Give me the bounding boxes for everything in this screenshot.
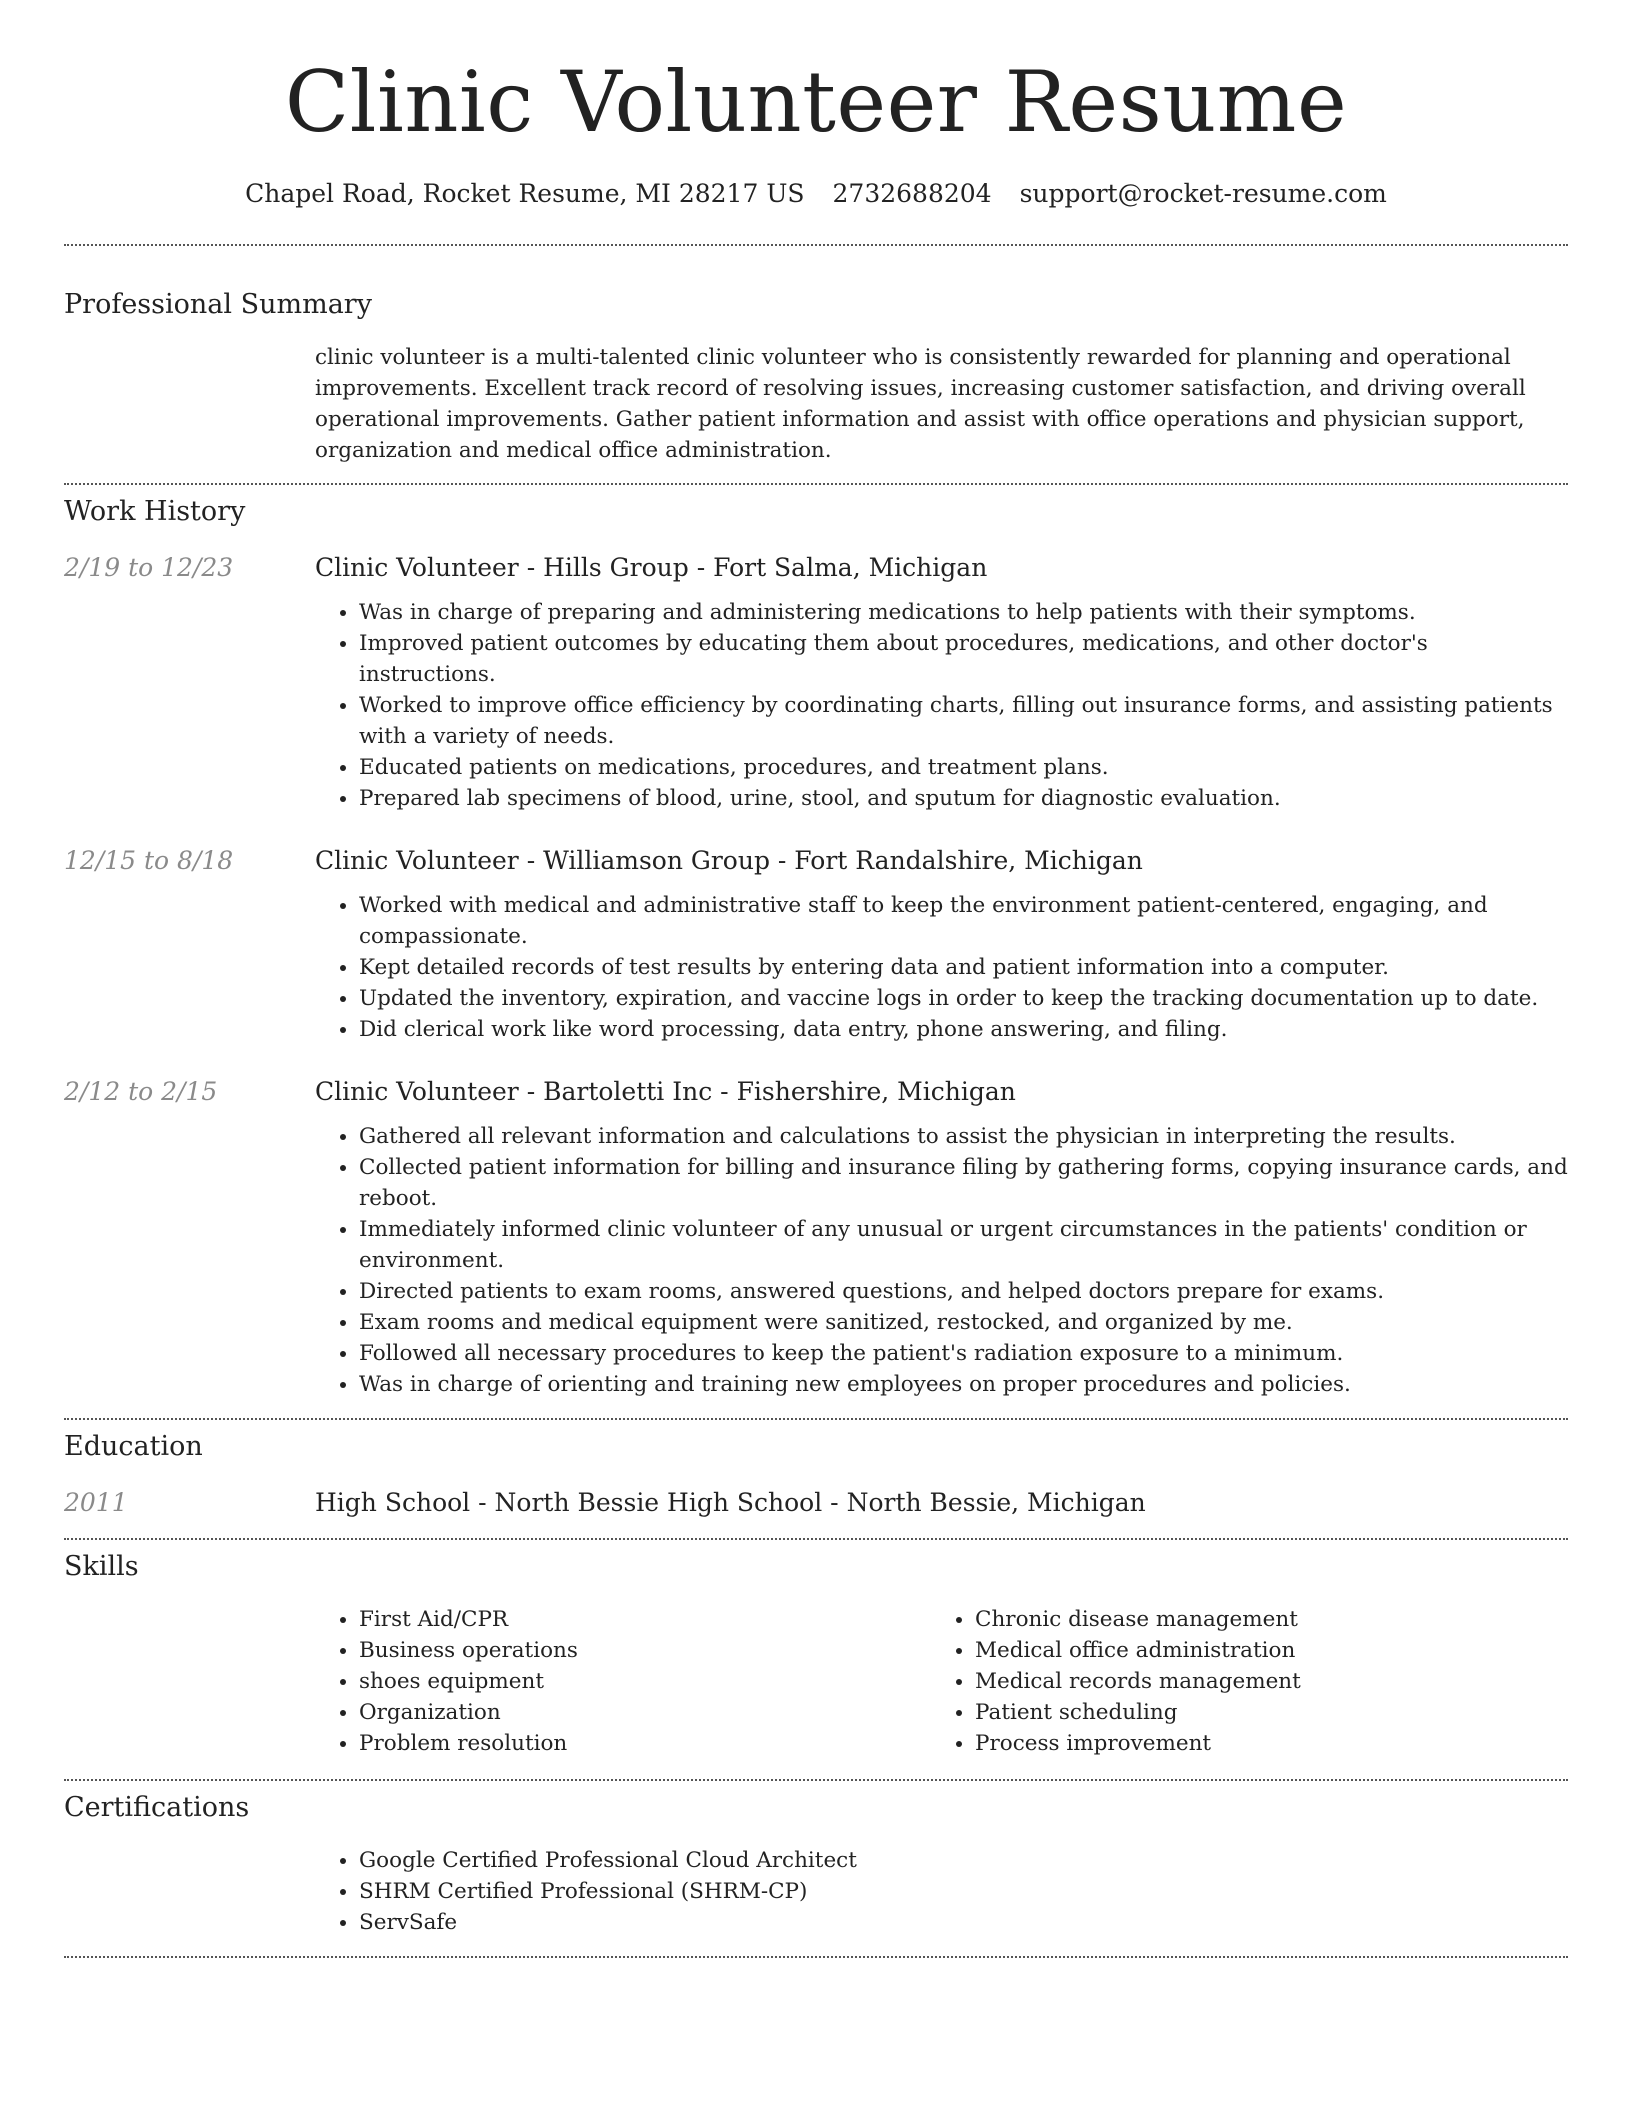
list-item: • Immediately informed clinic volunteer of any unusual or urgent circumstances in the patients' condition or environment. [359,1214,1568,1276]
list-item: • Gathered all relevant information and calculations to assist the physician in interpreting the results. [359,1121,1568,1152]
job-bullets [315,597,1568,814]
summary-text: clinic volunteer is a multi-talented clinic volunteer who is consistently rewarded for planning and operational improvements. Excellent track record of resolving issues, increasing customer satisfaction, and driving overall operational improvements. Gather patient information and assist with office operations and physician support, organization and medical office administration. [315,345,1526,463]
list-item: • Medical office administration [975,1635,1535,1666]
skills-list [315,1604,1568,1759]
section-heading-certifications: Certifications [64,1792,250,1823]
list-item: • Business operations [359,1635,931,1666]
education-entry [64,1486,1568,1520]
skills-column-left [315,1604,931,1759]
list-item: • Improved patient outcomes by educating them about procedures, medications, and other doctor's instructions. [359,628,1568,690]
divider [64,1779,1568,1781]
job-title: Clinic Volunteer - Hills Group - Fort Salma, Michigan [315,553,988,582]
job-title: Clinic Volunteer - Williamson Group - Fort Randalshire, Michigan [315,846,1143,875]
list-item: • Updated the inventory, expiration, and vaccine logs in order to keep the tracking documentation up to date. [359,983,1568,1014]
list-item: • Followed all necessary procedures to keep the patient's radiation exposure to a minimum. [359,1338,1568,1369]
list-item: • Chronic disease management [975,1604,1535,1635]
education-title: High School - North Bessie High School - North Bessie, Michigan [315,1488,1146,1517]
contact-phone: 2732688204 [832,179,992,208]
job-dates: 12/15 to 8/18 [64,846,234,875]
list-item: • Process improvement [975,1728,1535,1759]
list-item: • Worked to improve office efficiency by coordinating charts, filling out insurance forms, and assisting patients with a variety of needs. [359,690,1568,752]
list-item: • Patient scheduling [975,1697,1535,1728]
divider [64,1538,1568,1540]
list-item: • Directed patients to exam rooms, answered questions, and helped doctors prepare for exams. [359,1276,1568,1307]
resume-page [64,0,1568,1958]
section-heading-education: Education [64,1431,203,1462]
section-heading-skills: Skills [64,1551,139,1582]
list-item: • Exam rooms and medical equipment were sanitized, restocked, and organized by me. [359,1307,1568,1338]
job-bullets [315,1121,1568,1400]
list-item: • Was in charge of orienting and training new employees on proper procedures and policies. [359,1369,1568,1400]
list-item: • Organization [359,1697,931,1728]
list-item: • Kept detailed records of test results by entering data and patient information into a computer. [359,952,1568,983]
divider [64,244,1568,246]
list-item: • Was in charge of preparing and administering medications to help patients with their symptoms. [359,597,1568,628]
resume-title: Clinic Volunteer Resume [284,53,1348,151]
contact-email[interactable]: support@rocket-resume.com [1019,179,1387,208]
list-item: • ServSafe [359,1907,1568,1938]
list-item: • Problem resolution [359,1728,931,1759]
section-heading-work: Work History [64,496,246,527]
list-item: • Did clerical work like word processing, data entry, phone answering, and filing. [359,1014,1568,1045]
certifications-list [315,1845,1568,1938]
job-dates: 2/19 to 12/23 [64,553,234,582]
job-entry [64,551,1568,814]
skills-column-right [931,1604,1535,1759]
list-item: • Collected patient information for billing and insurance filing by gathering forms, copying insurance cards, and reboot. [359,1152,1568,1214]
divider [64,1418,1568,1420]
list-item: • Educated patients on medications, procedures, and treatment plans. [359,752,1568,783]
list-item: • SHRM Certified Professional (SHRM-CP) [359,1876,1568,1907]
list-item: • Prepared lab specimens of blood, urine, stool, and sputum for diagnostic evaluation. [359,783,1568,814]
job-entry [64,1075,1568,1400]
job-title: Clinic Volunteer - Bartoletti Inc - Fishershire, Michigan [315,1077,1016,1106]
contact-line [64,178,1568,210]
divider [64,483,1568,485]
list-item: • shoes equipment [359,1666,931,1697]
list-item: • Medical records management [975,1666,1535,1697]
job-dates: 2/12 to 2/15 [64,1077,218,1106]
education-year: 2011 [64,1488,128,1517]
section-heading-summary: Professional Summary [64,289,372,320]
job-entry [64,844,1568,1045]
contact-address: Chapel Road, Rocket Resume, MI 28217 US [245,179,805,208]
job-bullets [315,890,1568,1045]
divider [64,1956,1568,1958]
list-item: • Worked with medical and administrative staff to keep the environment patient-centered, engaging, and compassionate. [359,890,1568,952]
list-item: • Google Certified Professional Cloud Architect [359,1845,1568,1876]
list-item: • First Aid/CPR [359,1604,931,1635]
